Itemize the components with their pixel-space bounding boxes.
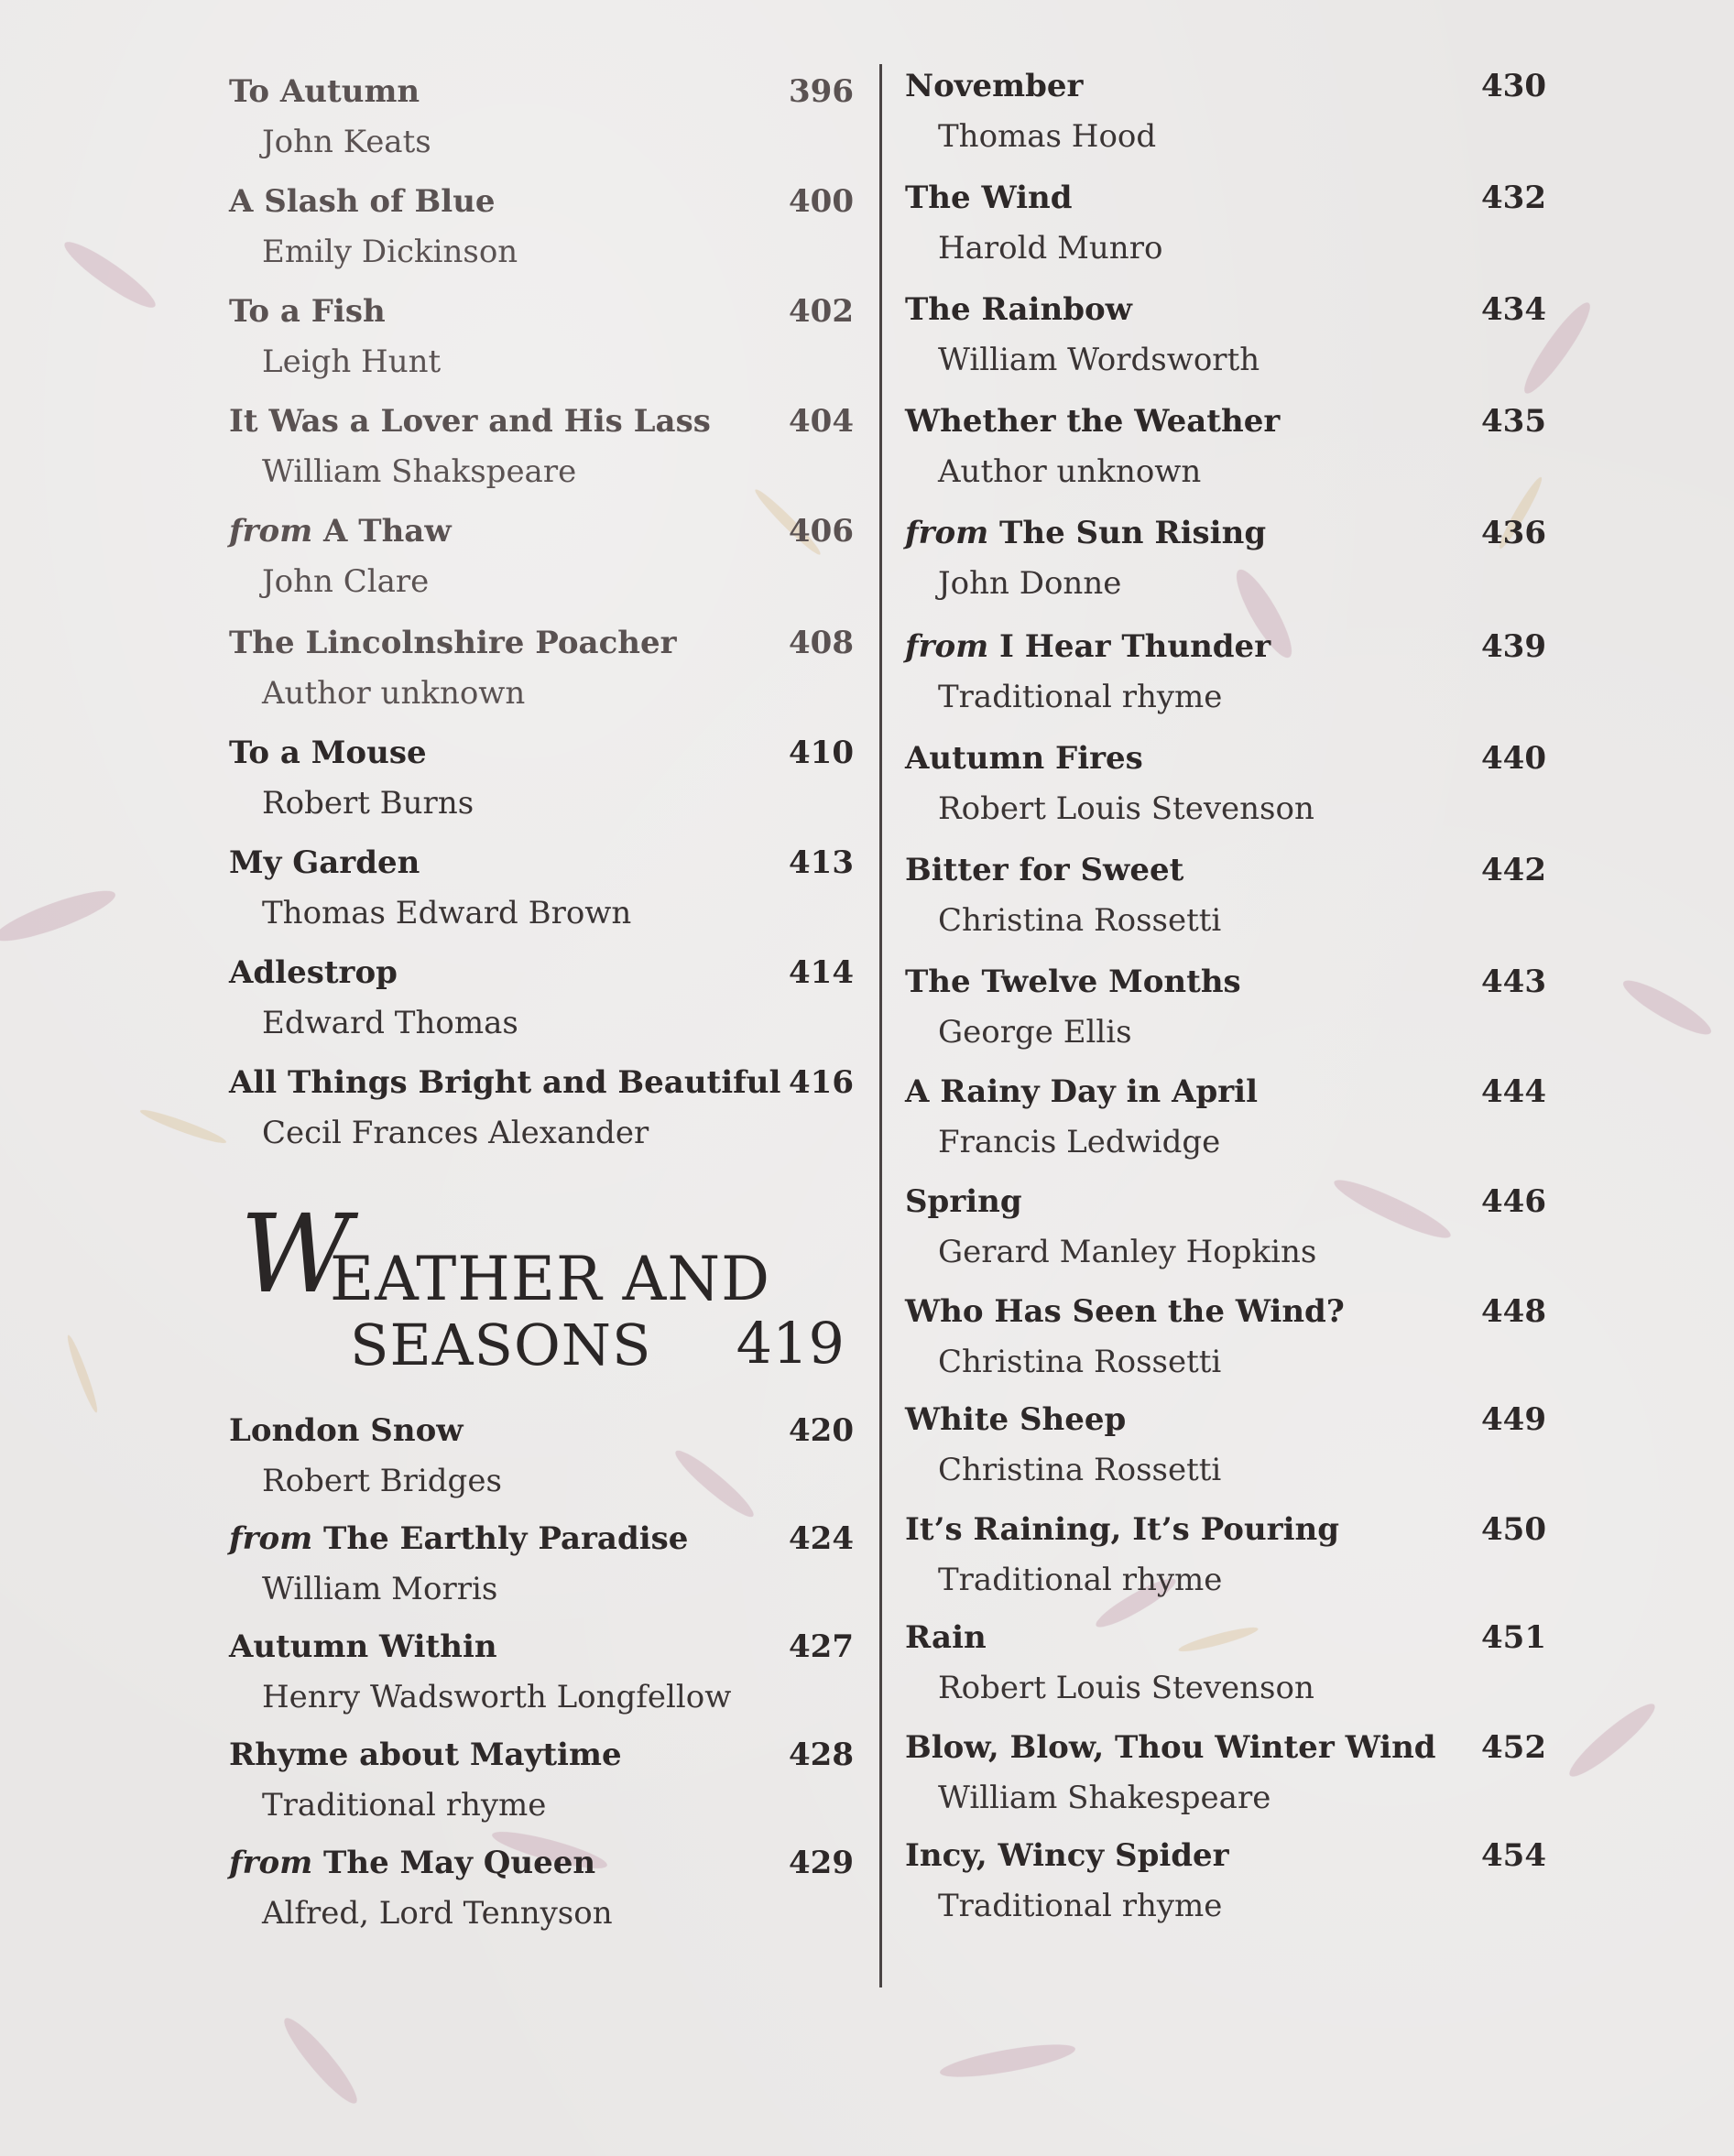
poem-author: George Ellis [938, 1014, 1132, 1051]
page-number: 434 [1481, 291, 1546, 328]
list-item [229, 1520, 854, 1630]
poem-title: Whether the Weather [905, 403, 1281, 440]
poem-author: John Donne [938, 565, 1122, 602]
page-number: 396 [789, 73, 854, 110]
poem-author: Traditional rhyme [938, 1562, 1223, 1598]
poem-author: Author unknown [262, 675, 526, 712]
page-number: 443 [1481, 964, 1546, 1000]
page-number: 439 [1481, 628, 1546, 665]
page-number: 420 [789, 1412, 854, 1449]
poem-title: Incy, Wincy Spider [905, 1837, 1229, 1874]
page-number: 400 [789, 183, 854, 220]
list-item [905, 1511, 1546, 1621]
poem-author: Francis Ledwidge [938, 1124, 1221, 1160]
poem-author: William Shakespeare [938, 1780, 1271, 1816]
poem-title: from The Sun Rising [905, 515, 1267, 551]
poem-author: Henry Wadsworth Longfellow [262, 1679, 732, 1715]
poem-author: Emily Dickinson [262, 234, 518, 270]
poem-title: Autumn Fires [905, 740, 1143, 777]
poem-title: Spring [905, 1183, 1022, 1220]
list-item [905, 180, 1546, 289]
list-item [905, 1729, 1546, 1839]
poem-author: Harold Munro [938, 230, 1163, 267]
page-number: 444 [1481, 1073, 1546, 1110]
section-page-number: 419 [736, 1310, 845, 1377]
poem-title: To a Mouse [229, 735, 427, 771]
poem-title: from The May Queen [229, 1845, 596, 1881]
poem-title: The Lincolnshire Poacher [229, 625, 677, 661]
poem-title: It Was a Lover and His Lass [229, 403, 711, 440]
page-number: 430 [1481, 68, 1546, 104]
page-number: 429 [789, 1845, 854, 1881]
poem-author: William Morris [262, 1571, 498, 1607]
list-item [905, 1183, 1546, 1293]
list-item [905, 291, 1546, 401]
poem-title: Rhyme about Maytime [229, 1737, 622, 1773]
list-item [229, 1737, 854, 1846]
section-title-line1: EATHER AND [330, 1244, 770, 1314]
poem-author: Traditional rhyme [938, 1888, 1223, 1924]
poem-author: Traditional rhyme [938, 679, 1223, 715]
list-item [229, 1064, 854, 1174]
page-number: 402 [789, 293, 854, 330]
page-number: 451 [1481, 1619, 1546, 1656]
page-number: 413 [789, 844, 854, 881]
poem-title: The Rainbow [905, 291, 1132, 328]
poem-title: from The Earthly Paradise [229, 1520, 689, 1557]
page-number: 410 [789, 735, 854, 771]
list-item [905, 1619, 1546, 1729]
poem-title: The Wind [905, 180, 1073, 216]
list-item [229, 183, 854, 293]
poem-author: Robert Louis Stevenson [938, 790, 1314, 827]
list-item [229, 844, 854, 954]
page-number: 435 [1481, 403, 1546, 440]
poem-title: Autumn Within [229, 1628, 497, 1665]
list-item [905, 68, 1546, 178]
page-number: 428 [789, 1737, 854, 1773]
list-item [905, 1401, 1546, 1511]
poem-author: Robert Burns [262, 785, 474, 822]
poem-title: It’s Raining, It’s Pouring [905, 1511, 1340, 1548]
list-item [905, 740, 1546, 850]
poem-author: Christina Rossetti [938, 1344, 1222, 1380]
poem-author: John Keats [262, 124, 431, 160]
poem-author: John Clare [262, 563, 430, 600]
poem-title: from A Thaw [229, 513, 452, 550]
poem-title: A Rainy Day in April [905, 1073, 1258, 1110]
poem-title: White Sheep [905, 1401, 1127, 1438]
poem-title: Blow, Blow, Thou Winter Wind [905, 1729, 1436, 1766]
page-number: 414 [789, 954, 854, 991]
page-number: 450 [1481, 1511, 1546, 1548]
page-number: 452 [1481, 1729, 1546, 1766]
list-item [229, 954, 854, 1064]
page-number: 442 [1481, 852, 1546, 888]
poem-author: Leigh Hunt [262, 343, 442, 380]
list-item [905, 1837, 1546, 1947]
page-number: 449 [1481, 1401, 1546, 1438]
poem-title: from I Hear Thunder [905, 628, 1271, 665]
poem-title: Rain [905, 1619, 987, 1656]
poem-title: My Garden [229, 844, 420, 881]
column-divider [879, 64, 882, 1987]
list-item [905, 964, 1546, 1073]
poem-title: All Things Bright and Beautiful [229, 1064, 781, 1101]
poem-title: The Twelve Months [905, 964, 1241, 1000]
list-item [905, 403, 1546, 513]
poem-author: Author unknown [938, 453, 1202, 490]
poem-title: To a Fish [229, 293, 386, 330]
poem-title: Adlestrop [229, 954, 398, 991]
poem-author: Cecil Frances Alexander [262, 1115, 649, 1151]
list-item [229, 1845, 854, 1955]
poem-author: Thomas Hood [938, 118, 1157, 155]
poem-author: Robert Louis Stevenson [938, 1670, 1314, 1706]
page-number: 436 [1481, 515, 1546, 551]
page-number: 432 [1481, 180, 1546, 216]
list-item [229, 513, 854, 623]
page-number: 424 [789, 1520, 854, 1557]
page-number: 404 [789, 403, 854, 440]
poem-title: A Slash of Blue [229, 183, 496, 220]
list-item [905, 1293, 1546, 1403]
poem-author: Alfred, Lord Tennyson [262, 1895, 613, 1932]
poem-title: Bitter for Sweet [905, 852, 1184, 888]
list-item [229, 403, 854, 513]
page-number: 427 [789, 1628, 854, 1665]
list-item [229, 735, 854, 844]
list-item [229, 1412, 854, 1522]
list-item [905, 628, 1546, 738]
page-number: 408 [789, 625, 854, 661]
poem-author: Robert Bridges [262, 1463, 502, 1499]
list-item [905, 515, 1546, 625]
poem-author: Thomas Edward Brown [262, 895, 632, 931]
poem-author: William Shakspeare [262, 453, 577, 490]
page-number: 416 [789, 1064, 854, 1101]
poem-title: Who Has Seen the Wind? [905, 1293, 1345, 1330]
list-item [229, 1628, 854, 1738]
list-item [905, 1073, 1546, 1183]
poem-title: November [905, 68, 1084, 104]
poem-author: Christina Rossetti [938, 1452, 1222, 1488]
poem-title: To Autumn [229, 73, 420, 110]
page-number: 454 [1481, 1837, 1546, 1874]
poem-author: Edward Thomas [262, 1005, 518, 1041]
list-item [905, 852, 1546, 962]
page-number: 440 [1481, 740, 1546, 777]
poem-author: Christina Rossetti [938, 902, 1222, 939]
list-item [229, 293, 854, 403]
list-item [229, 625, 854, 735]
section-title-line2: SEASONS [350, 1312, 652, 1378]
section-initial: W [240, 1191, 352, 1317]
page-number: 446 [1481, 1183, 1546, 1220]
page-number: 406 [789, 513, 854, 550]
poem-author: Gerard Manley Hopkins [938, 1234, 1317, 1270]
page-number: 448 [1481, 1293, 1546, 1330]
section-heading [240, 1191, 856, 1383]
poem-title: London Snow [229, 1412, 463, 1449]
poem-author: William Wordsworth [938, 342, 1260, 378]
poem-author: Traditional rhyme [262, 1787, 547, 1824]
list-item [229, 73, 854, 183]
